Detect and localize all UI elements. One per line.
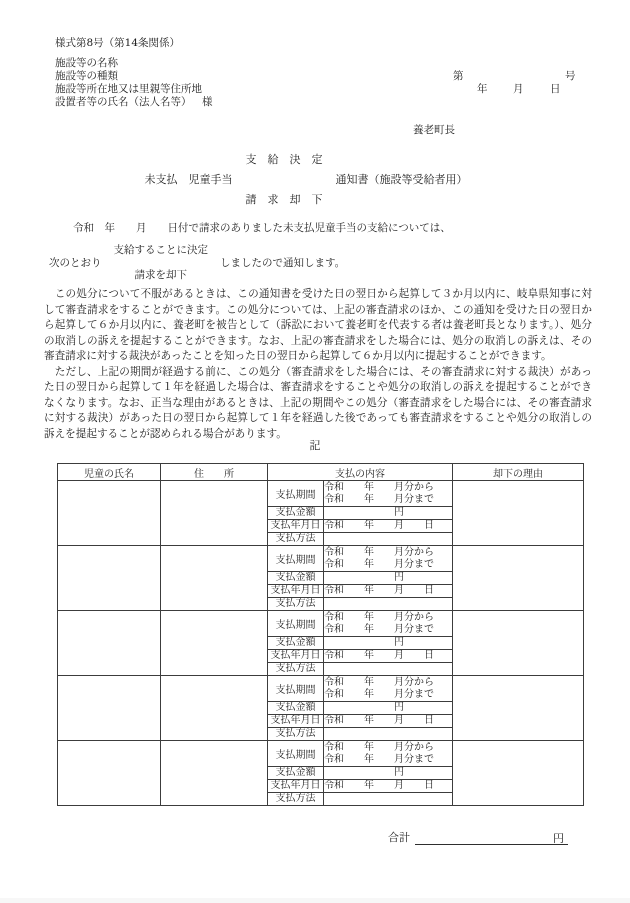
payment-amount-label: 支払金額 [268, 767, 324, 780]
payment-method-label: 支払方法 [268, 728, 324, 741]
table-header-row [58, 464, 584, 481]
payment-amount-value: 円 [324, 572, 453, 585]
payment-date-label: 支払年月日 [268, 585, 324, 598]
facility-name-label: 施設等の名称 [55, 57, 118, 69]
total-line [388, 829, 568, 845]
period-from: 令和 年 月分から [324, 611, 434, 623]
payment-period-label: 支払期間 [268, 741, 324, 767]
payment-method-label: 支払方法 [268, 663, 324, 676]
decision-option-grant: 支給することに決定 [113, 244, 208, 256]
child-name-cell [58, 676, 161, 741]
period-to: 令和 年 月分まで [324, 688, 434, 700]
title-option-grant: 支 給 決 定 [245, 153, 323, 166]
facility-type-label: 施設等の種類 [55, 70, 118, 82]
payment-date-label: 支払年月日 [268, 650, 324, 663]
rejection-reason-cell [453, 741, 584, 806]
period-from: 令和 年 月分から [324, 546, 434, 558]
document-title [0, 151, 621, 207]
payment-method-value [324, 728, 453, 741]
payment-date-value: 令和 年 月 日 [324, 585, 453, 598]
child-name-cell [58, 741, 161, 806]
title-right: 通知書（施設等受給者用） [335, 173, 468, 186]
header-payment-content: 支払の内容 [268, 464, 453, 481]
address-cell [161, 611, 268, 676]
payment-period-value [324, 481, 453, 507]
total-unit: 円 [553, 832, 564, 845]
payment-amount-label: 支払金額 [268, 507, 324, 520]
request-line: 令和 年 月 日付で請求のありました未支払児童手当の支給については、 [73, 222, 451, 234]
payment-period-label: 支払期間 [268, 481, 324, 507]
table-row-period [58, 676, 584, 702]
payment-date-value: 令和 年 月 日 [324, 520, 453, 533]
doc-number-suffix: 号 [565, 70, 576, 82]
payment-date-value: 令和 年 月 日 [324, 780, 453, 793]
table-row-period [58, 741, 584, 767]
facility-address-label: 施設等所在地又は里親等住所地 [55, 83, 202, 95]
payment-period-value [324, 676, 453, 702]
header-child-name: 児童の氏名 [58, 464, 161, 481]
payment-date-label: 支払年月日 [268, 780, 324, 793]
date-month-label: 月 [513, 83, 524, 95]
table-row-period [58, 481, 584, 507]
form-number: 様式第8号（第14条関係） [55, 37, 181, 49]
appeal-paragraph-1: この処分について不服があるときは、この通知書を受けた日の翌日から起算して３か月以内に、岐阜県知事に対して審査請求をすることができます。この処分については、上記の審査請求のほか、この通知を受けた日の翌日から起算して６か月以内に、養老町を被告として（訴訟において養老町を代表する者は養老町長となります。）、処分の取消しの訴えを提起することができます。なお、上記の審査請求をした場合には、処分の取消しの訴えは、その審査請求に対する裁決があったことを知った日の翌日から起算して６か月以内に提起することができます。 [44, 288, 592, 362]
doc-number-prefix: 第 [453, 70, 464, 82]
child-name-cell [58, 481, 161, 546]
issuer-name: 養老町長 [413, 124, 455, 136]
period-from: 令和 年 月分から [324, 741, 434, 753]
payment-period-value [324, 611, 453, 637]
payment-method-label: 支払方法 [268, 533, 324, 546]
founder-label: 設置者等の氏名（法人名等） [55, 96, 192, 108]
decision-suffix: しましたので通知します。 [220, 256, 346, 269]
address-cell [161, 741, 268, 806]
payment-period-value [324, 546, 453, 572]
payment-method-value [324, 793, 453, 806]
payment-amount-label: 支払金額 [268, 572, 324, 585]
payment-table [57, 463, 584, 806]
payment-amount-value: 円 [324, 702, 453, 715]
title-left: 未支払 児童手当 [144, 173, 233, 186]
period-to: 令和 年 月分まで [324, 493, 434, 505]
payment-period-label: 支払期間 [268, 611, 324, 637]
address-cell [161, 546, 268, 611]
payment-date-value: 令和 年 月 日 [324, 650, 453, 663]
payment-amount-value: 円 [324, 637, 453, 650]
header-address: 住 所 [161, 464, 268, 481]
honorific-sama: 様 [202, 96, 213, 108]
appeal-instructions [44, 287, 592, 442]
address-cell [161, 481, 268, 546]
payment-period-value [324, 741, 453, 767]
payment-amount-label: 支払金額 [268, 637, 324, 650]
payment-method-label: 支払方法 [268, 793, 324, 806]
table-row-period [58, 546, 584, 572]
child-name-cell [58, 611, 161, 676]
payment-period-label: 支払期間 [268, 546, 324, 572]
address-cell [161, 676, 268, 741]
date-year-label: 年 [477, 83, 488, 95]
payment-date-value: 令和 年 月 日 [324, 715, 453, 728]
decision-prefix: 次のとおり [49, 256, 102, 269]
period-from: 令和 年 月分から [324, 481, 434, 493]
period-to: 令和 年 月分まで [324, 753, 434, 765]
page-bottom-edge [0, 898, 630, 903]
title-option-stack [246, 151, 323, 207]
child-name-cell [58, 546, 161, 611]
payment-date-label: 支払年月日 [268, 715, 324, 728]
payment-date-label: 支払年月日 [268, 520, 324, 533]
payment-table-body [58, 481, 584, 806]
table-row-period [58, 611, 584, 637]
rejection-reason-cell [453, 611, 584, 676]
rejection-reason-cell [453, 481, 584, 546]
payment-amount-label: 支払金額 [268, 702, 324, 715]
rejection-reason-cell [453, 546, 584, 611]
payment-method-value [324, 598, 453, 611]
decision-option-stack [114, 242, 209, 282]
period-to: 令和 年 月分まで [324, 623, 434, 635]
title-option-reject: 請 求 却 下 [245, 193, 323, 206]
total-amount-blank [415, 830, 568, 845]
decision-option-reject: 請求を却下 [134, 269, 187, 281]
period-to: 令和 年 月分まで [324, 558, 434, 570]
payment-method-label: 支払方法 [268, 598, 324, 611]
appeal-paragraph-2: ただし、上記の期間が経過する前に、この処分（審査請求をした場合には、その審査請求に対する裁決）があった日の翌日から起算して１年を経過した場合は、審査請求をすることや処分の取消しの訴えを提起することができなくなります。なお、正当な理由があるときは、上記の期間やこの処分（審査請求をした場合には、その審査請求に対する裁決）があった日の翌日から起算して１年を経過した後であっても審査請求をすることや処分の取消しの訴えを提起することが認められる場合があります。 [44, 365, 592, 440]
period-from: 令和 年 月分から [324, 676, 434, 688]
payment-amount-value: 円 [324, 767, 453, 780]
payment-amount-value: 円 [324, 507, 453, 520]
decision-line [49, 242, 345, 282]
payment-period-label: 支払期間 [268, 676, 324, 702]
header-rejection-reason: 却下の理由 [453, 464, 584, 481]
payment-method-value [324, 533, 453, 546]
ki-heading: 記 [309, 439, 321, 452]
rejection-reason-cell [453, 676, 584, 741]
total-label: 合計 [388, 831, 410, 844]
date-day-label: 日 [550, 83, 561, 95]
payment-method-value [324, 663, 453, 676]
